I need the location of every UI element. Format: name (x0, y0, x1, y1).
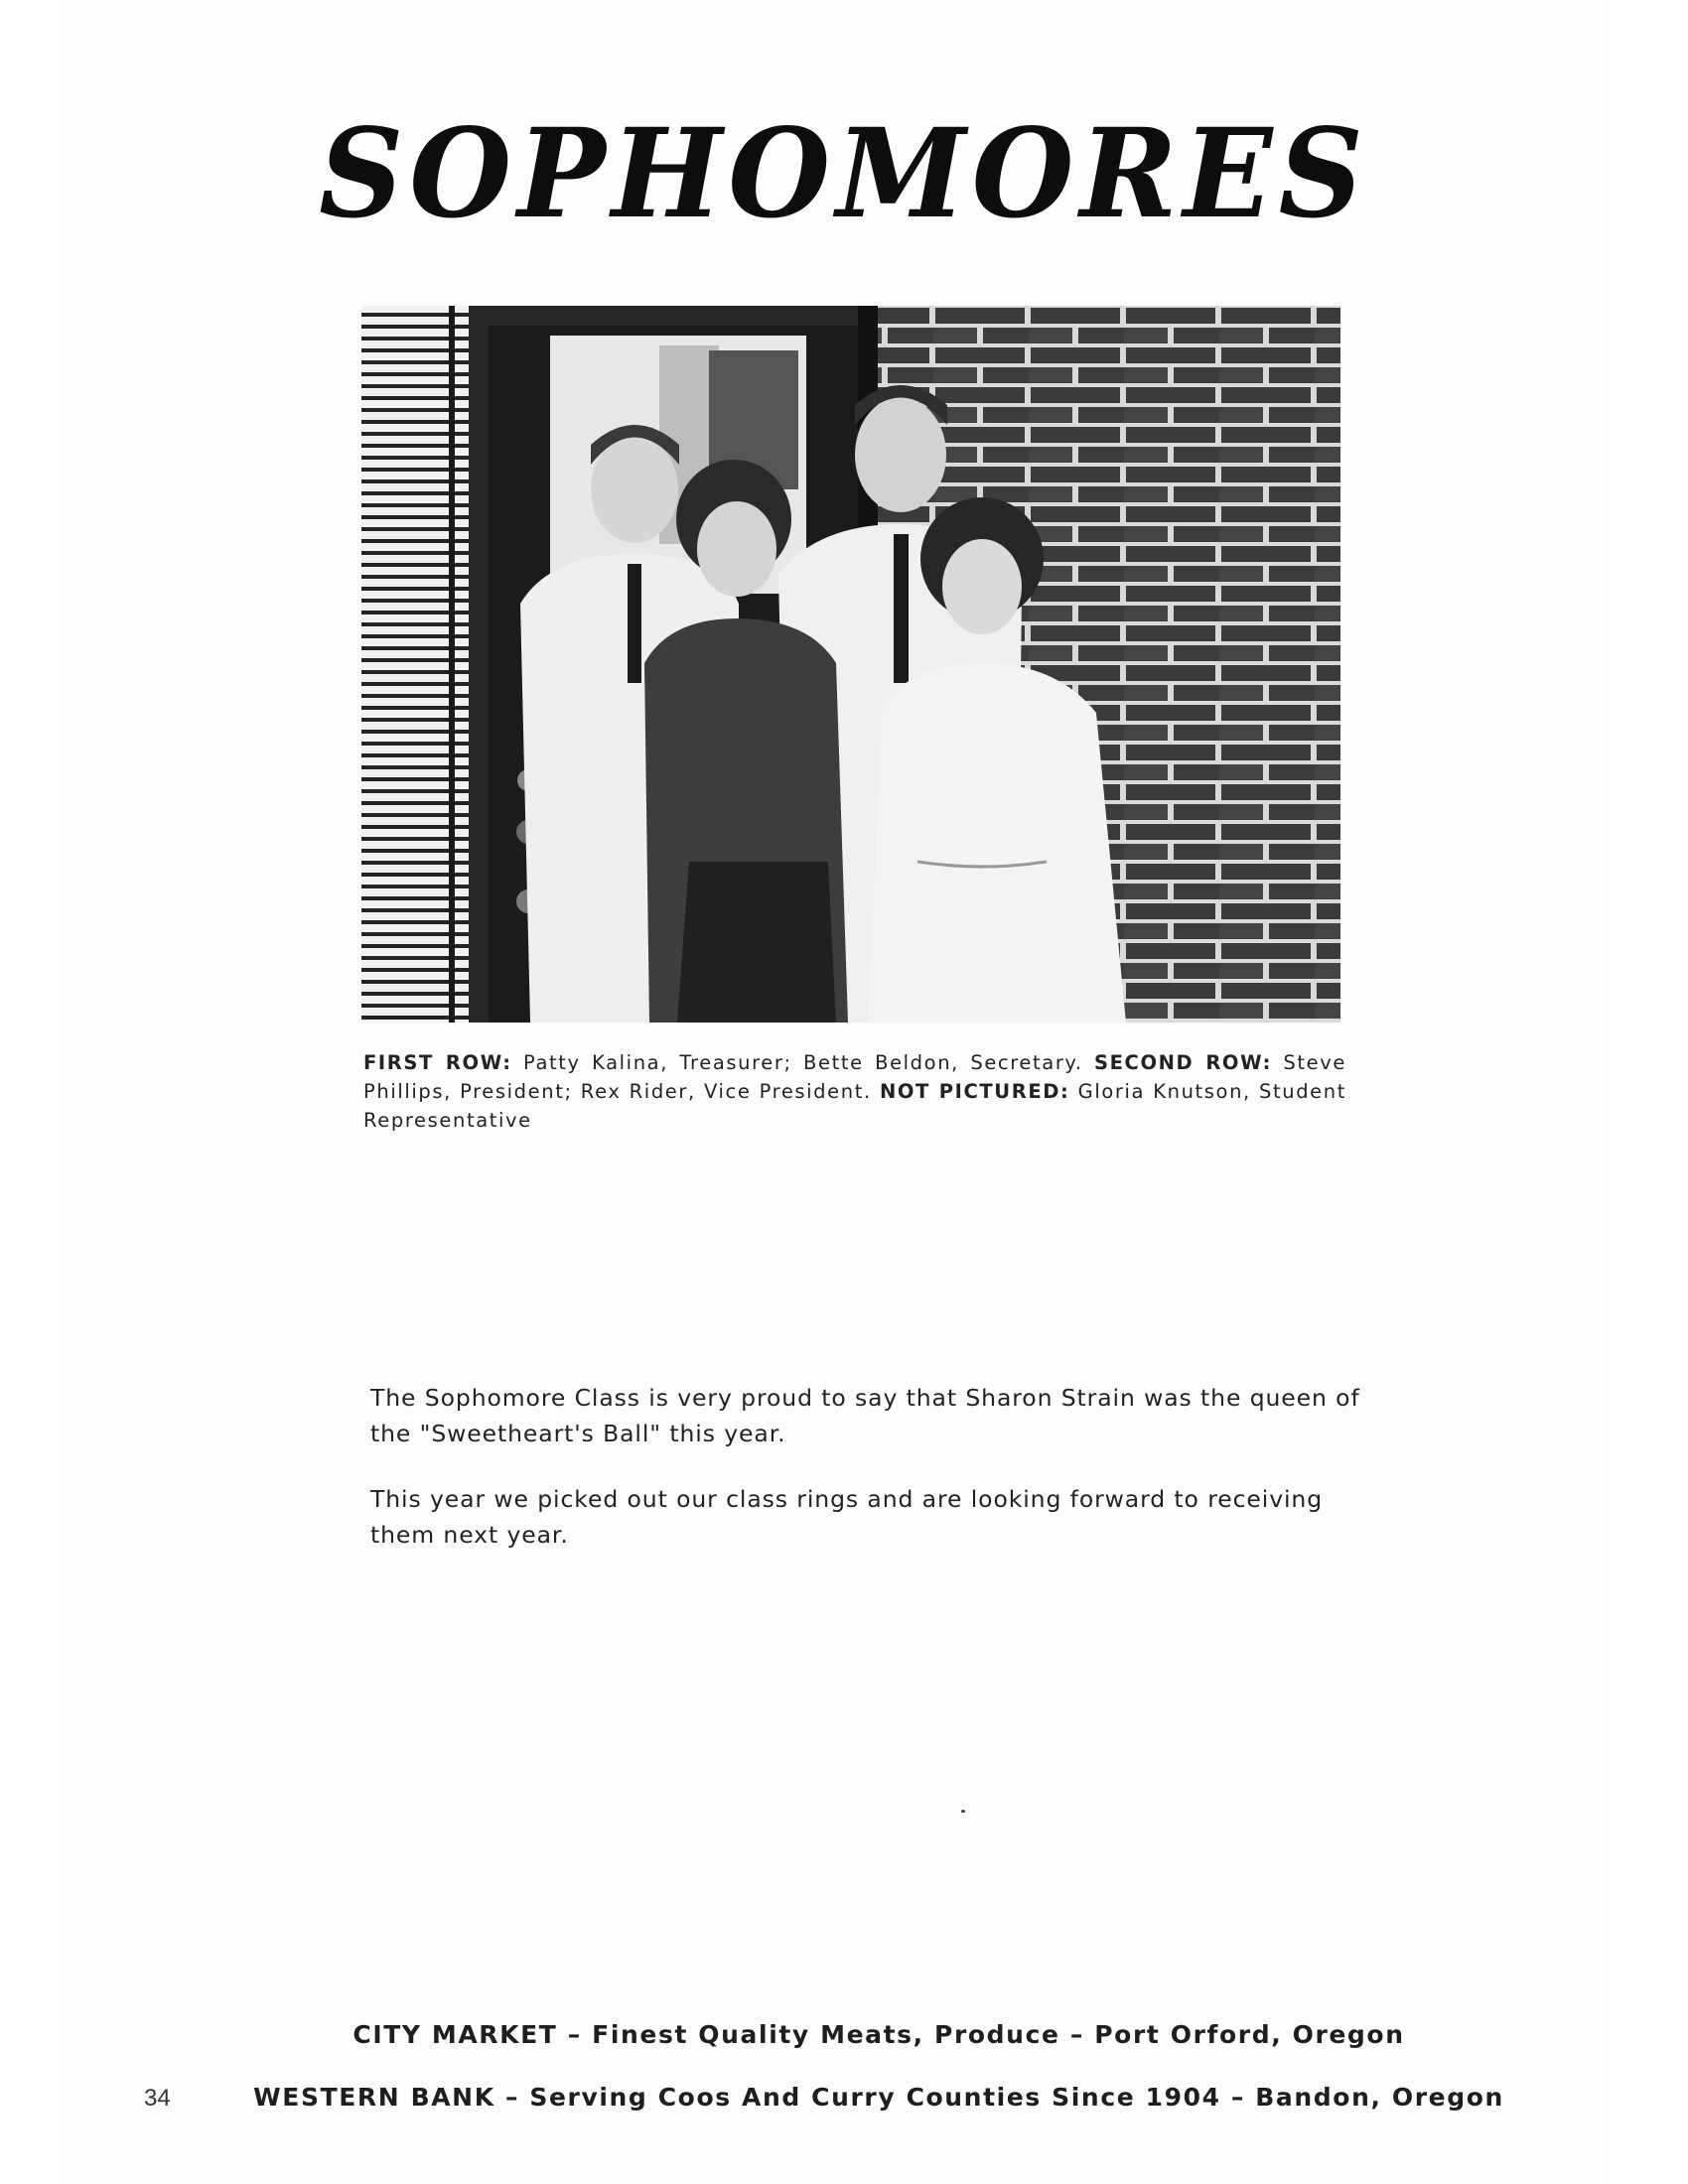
caption-not-pictured-text: Gloria Knutson, Student Representative (363, 1080, 1346, 1132)
page-title: SOPHOMORES (319, 100, 1369, 246)
advertisement-city-market: CITY MARKET – Finest Quality Meats, Produce – Port Orford, Oregon (352, 2020, 1405, 2049)
paragraph-class-rings: This year we picked out our class rings and are looking forward to receiving them next year. (370, 1485, 1324, 1549)
advertisement-western-bank: WESTERN BANK – Serving Coos And Curry Counties Since 1904 – Bandon, Oregon (253, 2083, 1504, 2112)
class-officers-photo-icon (361, 306, 1340, 1023)
caption-not-pictured-label: NOT PICTURED: (879, 1080, 1070, 1103)
paragraph-sweetheart-ball: The Sophomore Class is very proud to say that Sharon Strain was the queen of the "Sweetheart's Ball" this year. (370, 1384, 1360, 1447)
caption-first-row-label: FIRST ROW: (363, 1051, 512, 1074)
class-officers-photo (361, 306, 1340, 1023)
caption-first-row-text: Patty Kalina, Treasurer; Bette Beldon, Secretary. (523, 1051, 1083, 1074)
page-number: 34 (144, 2085, 171, 2112)
photo-caption (363, 1048, 1346, 1135)
caption-second-row-text: Steve Phillips, President; Rex Rider, Vice President. (363, 1051, 1346, 1103)
print-speck (961, 1810, 965, 1813)
caption-second-row-label: SECOND ROW: (1093, 1051, 1273, 1074)
